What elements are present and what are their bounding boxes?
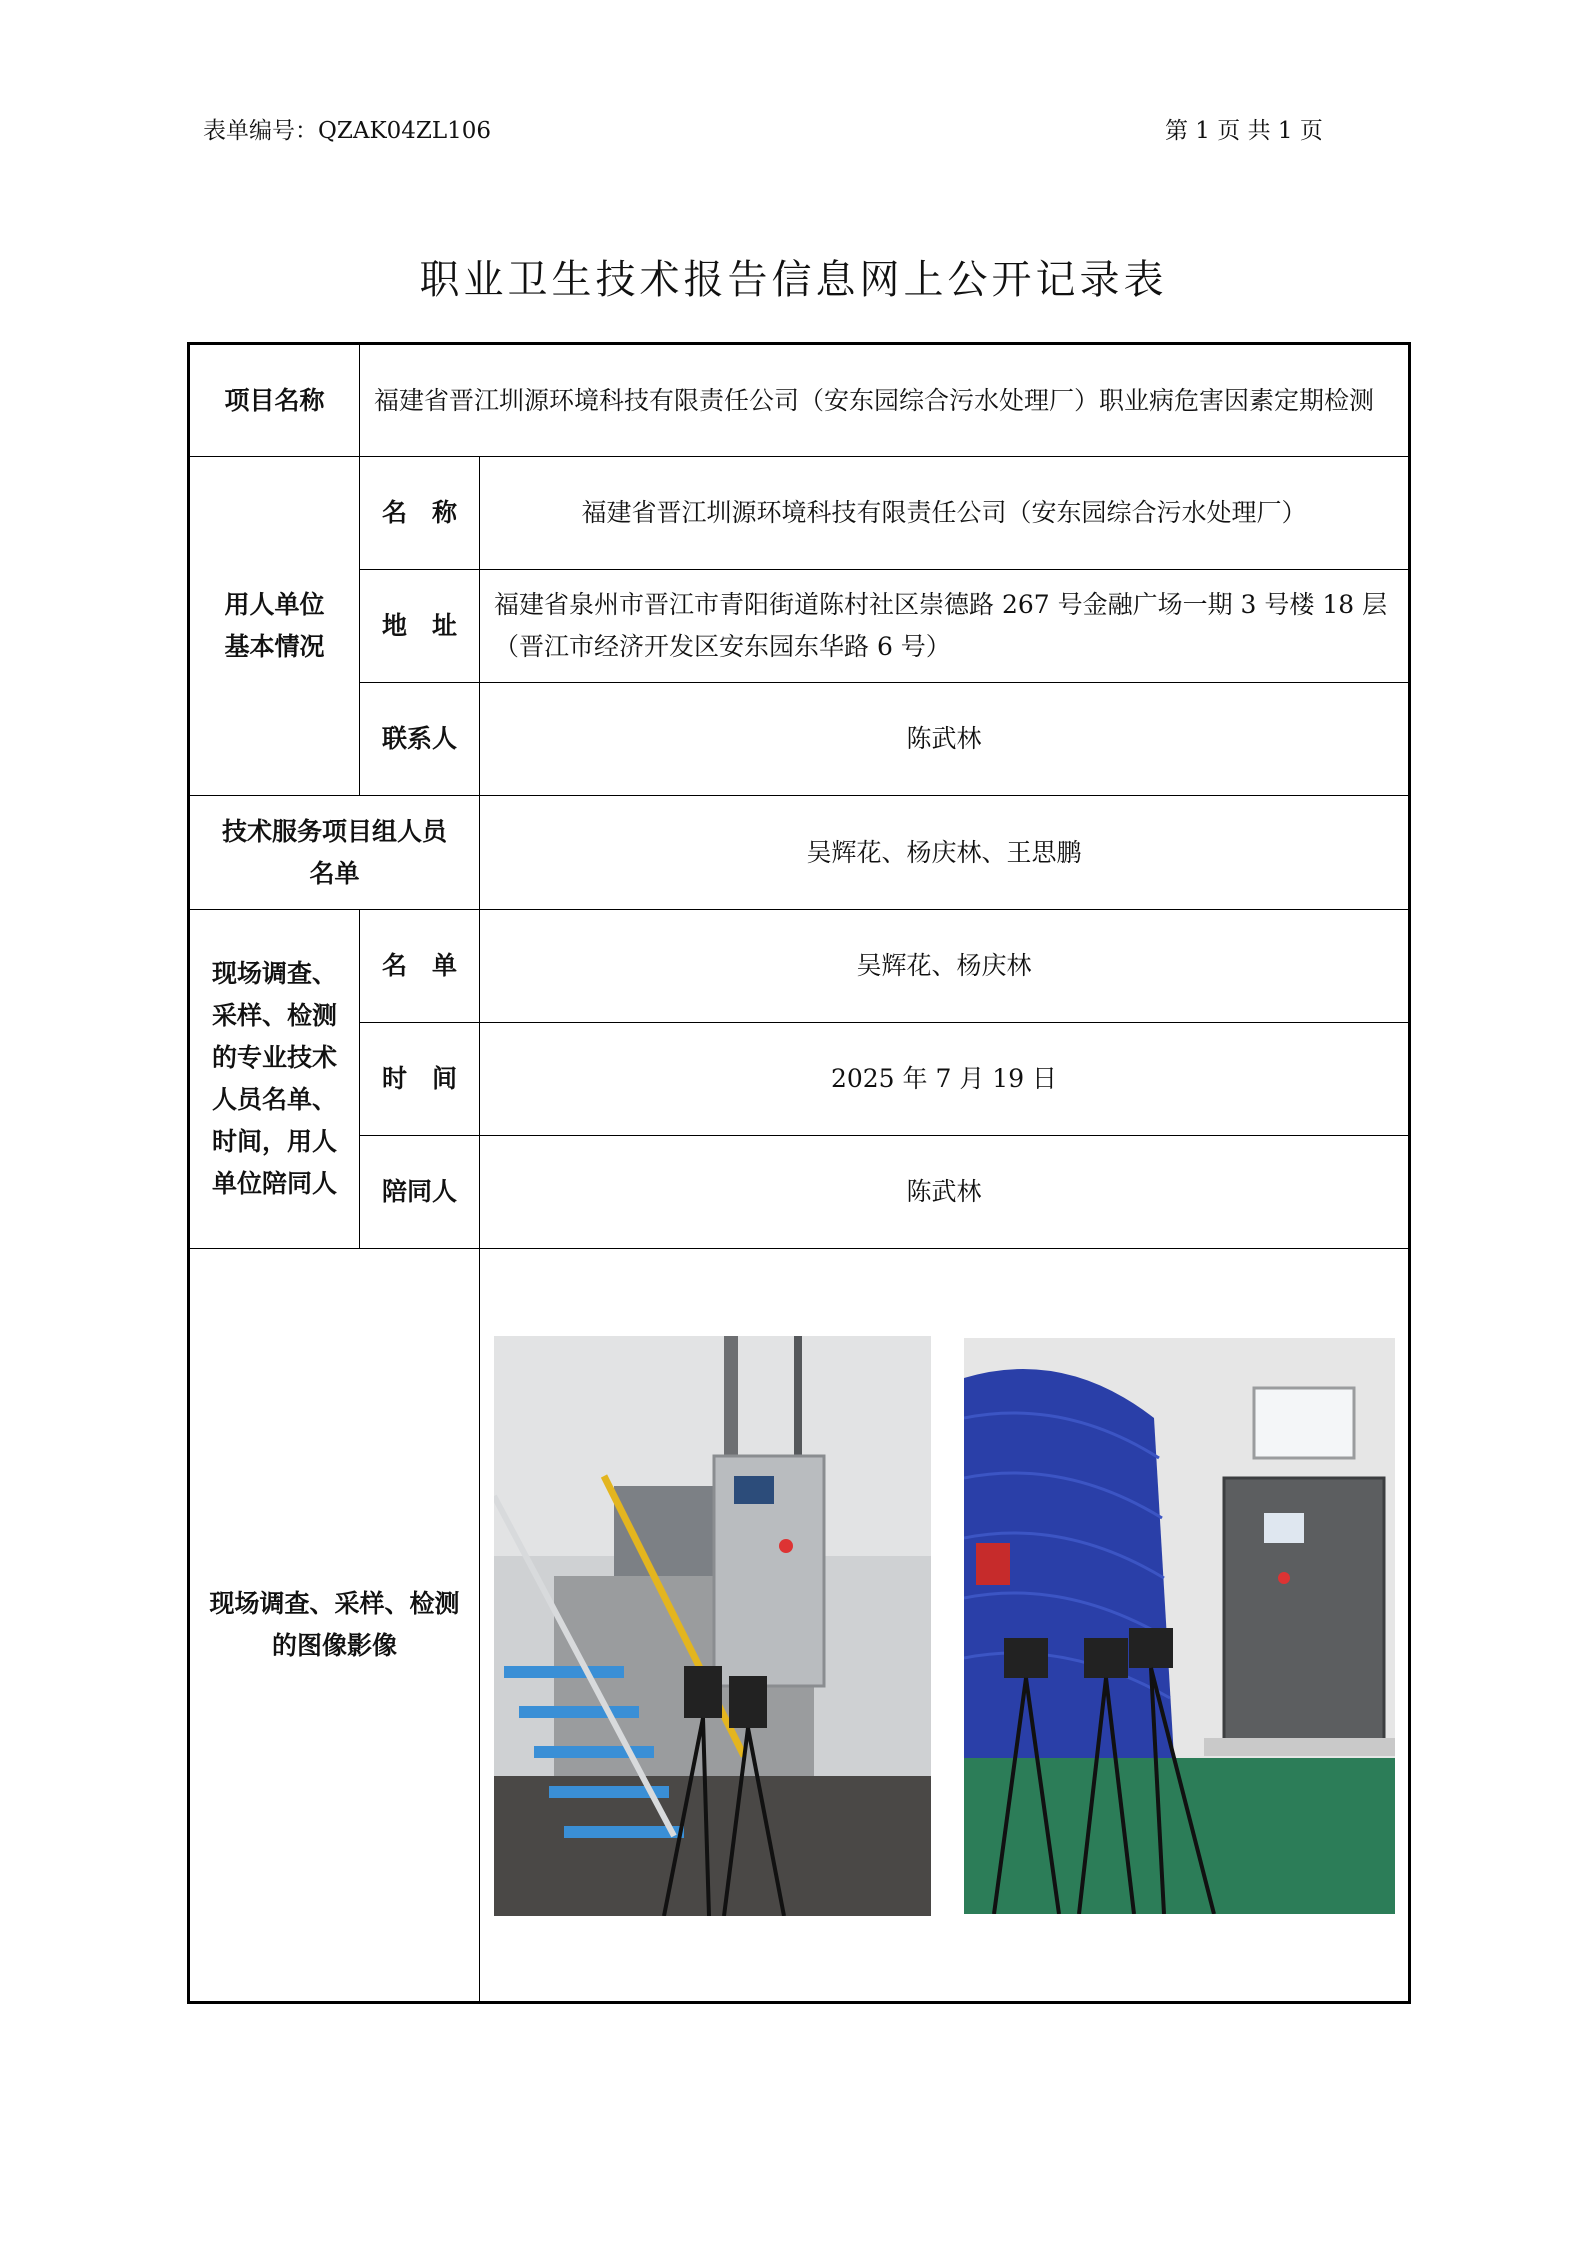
contact-label: 联系人 (360, 683, 480, 796)
name-value: 福建省晋江圳源环境科技有限责任公司（安东园综合污水处理厂） (480, 457, 1410, 570)
project-label: 项目名称 (189, 344, 360, 457)
companion-value: 陈武林 (480, 1136, 1410, 1249)
list-value: 吴辉花、杨庆林 (480, 910, 1410, 1023)
name-label: 名 称 (360, 457, 480, 570)
list-label: 名 单 (360, 910, 480, 1023)
companion-label: 陪同人 (360, 1136, 480, 1249)
page-title: 职业卫生技术报告信息网上公开记录表 (419, 257, 1168, 303)
table-row-companion (189, 1136, 1410, 1249)
employer-label-line1: 用人单位 (224, 590, 325, 619)
address-label: 地 址 (360, 570, 480, 683)
images-cell (480, 1249, 1410, 2003)
project-value: 福建省晋江圳源环境科技有限责任公司（安东园综合污水处理厂）职业病危害因素定期检测 (360, 344, 1410, 457)
page-info: 第 1 页 共 1 页 (1165, 118, 1323, 144)
table-row-contact (189, 683, 1410, 796)
site-photo-right (964, 1338, 1395, 1914)
photo-area (480, 1249, 1408, 2001)
employer-label (189, 457, 360, 796)
site-photo-left (494, 1336, 931, 1916)
time-value: 2025 年 7 月 19 日 (480, 1023, 1410, 1136)
team-label: 技术服务项目组人员名单 (189, 796, 480, 910)
address-value: 福建省泉州市晋江市青阳街道陈村社区崇德路 267 号金融广场一期 3 号楼 18 层（晋江市经济开发区安东园东华路 6 号） (480, 570, 1410, 683)
table-row-team (189, 796, 1410, 910)
site-photo-right-illustration (964, 1338, 1395, 1914)
table-row-time (189, 1023, 1410, 1136)
images-label: 现场调查、采样、检测的图像影像 (189, 1249, 480, 2003)
site-photo-left-illustration (494, 1336, 931, 1916)
table-row-images (189, 1249, 1410, 2003)
contact-value: 陈武林 (480, 683, 1410, 796)
table-row-project (189, 344, 1410, 457)
survey-label: 现场调查、采样、检测的专业技术人员名单、时间，用人单位陪同人 (189, 910, 360, 1249)
employer-label-line2: 基本情况 (224, 632, 325, 661)
table-row-list (189, 910, 1410, 1023)
form-number: 表单编号：QZAK04ZL106 (203, 118, 492, 144)
time-label: 时 间 (360, 1023, 480, 1136)
table-row-name (189, 457, 1410, 570)
record-table (187, 342, 1411, 2004)
table-row-address (189, 570, 1410, 683)
team-value: 吴辉花、杨庆林、王思鹏 (480, 796, 1410, 910)
